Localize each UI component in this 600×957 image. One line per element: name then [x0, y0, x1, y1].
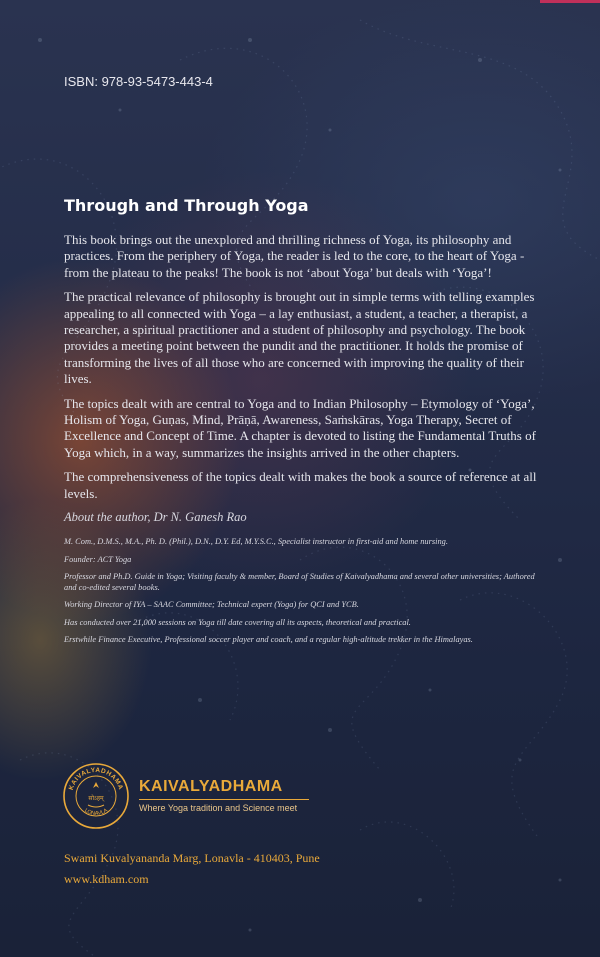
description-paragraph: This book brings out the unexplored and thrilling richness of Yoga, its philosophy and practices. From the periphery of Yoga, the reader is led to the core, to the heart of Yoga - from the plateau to the peaks! The book is not ‘about Yoga’ but deals with ‘Yoga’!	[64, 232, 525, 280]
publisher-name: KAIVALYADHAMA	[139, 778, 283, 795]
about-author	[64, 510, 544, 653]
top-accent-bar	[540, 0, 600, 3]
description-paragraph: The comprehensiveness of the topics dealt with makes the book a source of reference at all levels.	[64, 469, 537, 501]
author-credential: Founder: ACT Yoga	[64, 554, 132, 564]
description-paragraph: The topics dealt with are central to Yoga and to Indian Philosophy – Etymology of ‘Yoga’, Holism of Yoga, Guṇas, Mind, Prāṇā, Awareness, Saṁskāras, Yoga Therapy, Secret of Excellence and Concept of Time. A chapter is devoted to listing the Fundamental Truths of Yoga which, in a way, summarizes the insights arrived in the other chapters.	[64, 395, 536, 460]
publisher-divider	[139, 799, 309, 800]
isbn-text: ISBN: 978-93-5473-443-4	[64, 74, 213, 89]
author-credential: Professor and Ph.D. Guide in Yoga; Visiting faculty & member, Board of Studies of Kaivalyadhama and several other universities; Authored and co-edited several books.	[64, 572, 535, 592]
svg-text:KAIVALYADHAMA: KAIVALYADHAMA	[67, 766, 125, 792]
author-heading: About the author, Dr N. Ganesh Rao	[64, 510, 247, 524]
publisher-website: www.kdham.com	[64, 872, 149, 886]
book-title: Through and Through Yoga	[64, 196, 309, 215]
description	[64, 232, 544, 510]
description-paragraph: The practical relevance of philosophy is brought out in simple terms with telling examples appealing to all connected with Yoga – a lay enthusiast, a student, a teacher, a therapist, a researcher, a spiritual practitioner and a student of philosophy and psychology. The book provides a meeting point between the pundit and the practitioner. It holds the promise of transforming the lives of all those who are concerned with improving the quality of their lives.	[64, 289, 535, 387]
kaivalyadhama-seal-icon	[62, 762, 130, 830]
svg-text:LONAVLA: LONAVLA	[83, 807, 109, 817]
author-credential: Has conducted over 21,000 sessions on Yoga till date covering all its aspects, theoretical and practical.	[64, 617, 411, 627]
svg-text:सोऽहम्: सोऽहम्	[88, 795, 104, 802]
author-credential: M. Com., D.M.S., M.A., Ph. D. (Phil.), D.N., D.Y. Ed, M.Y.S.C., Specialist instructor in first-aid and home nursing.	[64, 537, 448, 546]
author-credential: Working Director of IYA – SAAC Committee; Technical expert (Yoga) for QCI and YCB.	[64, 600, 359, 609]
publisher-address: Swami Kuvalyananda Marg, Lonavla - 410403, Pune	[64, 851, 320, 865]
publisher-tagline: Where Yoga tradition and Science meet	[139, 803, 298, 813]
author-credential: Erstwhile Finance Executive, Professional soccer player and coach, and a regular high-altitude trekker in the Himalayas.	[64, 635, 473, 644]
